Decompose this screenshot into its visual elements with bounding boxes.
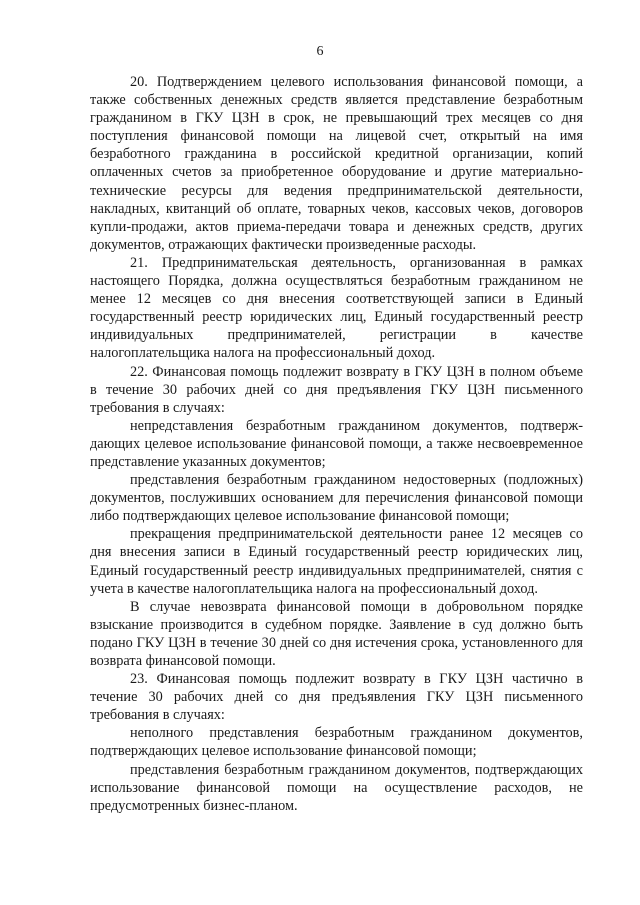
paragraph-22-case-1: непредставления безработным гражданином документов, подтверждающих целевое использование финансовой помощи, а также несвоевременное представление указанных документов; (90, 417, 583, 470)
paragraph-22: 22. Финансовая помощь подлежит возврату в ГКУ ЦЗН в полном объеме в течение 30 рабочих дней со дня предъявления ГКУ ЦЗН письменного требования в случаях: (90, 363, 583, 416)
paragraph-21: 21. Предпринимательская деятельность, организованная в рамках настоящего Порядка, должна осуществляться безработным гражданином не менее 12 месяцев со дня внесения соответствующей записи в Единый государственный реестр юридических лиц, Единый государственный реестр индивидуальных предпринимателей, регистрации в качестве налогоплательщика налога на профессиональный доход. (90, 254, 583, 362)
page-number: 6 (316, 44, 324, 59)
paragraph-20: 20. Подтверждением целевого использования финансовой помощи, а также собственных денежных средств является представление безработным гражданином в ГКУ ЦЗН в срок, не превышающий трех месяцев со дня поступления финансовой помощи на лицевой счет, открытый на имя безработного гражданина в российской кредитной организации, копий оплаченных счетов за приобретенное оборудование и другие материально-технические ресурсы для ведения предпринимательской деятельности, накладных, квитанций об оплате, товарных чеков, кассовых чеков, договоров купли-продажи, актов приема-передачи товара и денежных средств, других документов, отражающих фактически произведенные расходы. (90, 74, 583, 253)
document-body (90, 73, 583, 815)
paragraph-23: 23. Финансовая помощь подлежит возврату в ГКУ ЦЗН частично в течение 30 рабочих дней со дня предъявления ГКУ ЦЗН письменного требования в случаях: (90, 671, 583, 724)
paragraph-22-recovery: В случае невозврата финансовой помощи в добровольном порядке взыскание производится в судебном порядке. Заявление в суд должно быть подано ГКУ ЦЗН в течение 30 дней со дня истечения срока, установленного для возврата финансовой помощи. (90, 598, 583, 669)
paragraph-23-case-2: представления безработным гражданином документов, подтверждающих использование финансовой помощи на осуществление расходов, не предусмотренных бизнес-планом. (90, 761, 583, 814)
paragraph-22-case-3: прекращения предпринимательской деятельности ранее 12 месяцев со дня внесения записи в Единый государственный реестр юридических лиц, Единый государственный реестр индивидуальных предпринимателей, снятия с учета в качестве налогоплательщика налога на профессиональный доход. (90, 526, 583, 597)
paragraph-23-case-1: неполного представления безработным гражданином документов, подтверждающих целевое использование финансовой помощи; (90, 725, 583, 760)
paragraph-22-case-2: представления безработным гражданином недостоверных (подложных) документов, послуживших основанием для перечисления финансовой помощи либо подтверждающих целевое использование финансовой помощи; (90, 472, 583, 525)
